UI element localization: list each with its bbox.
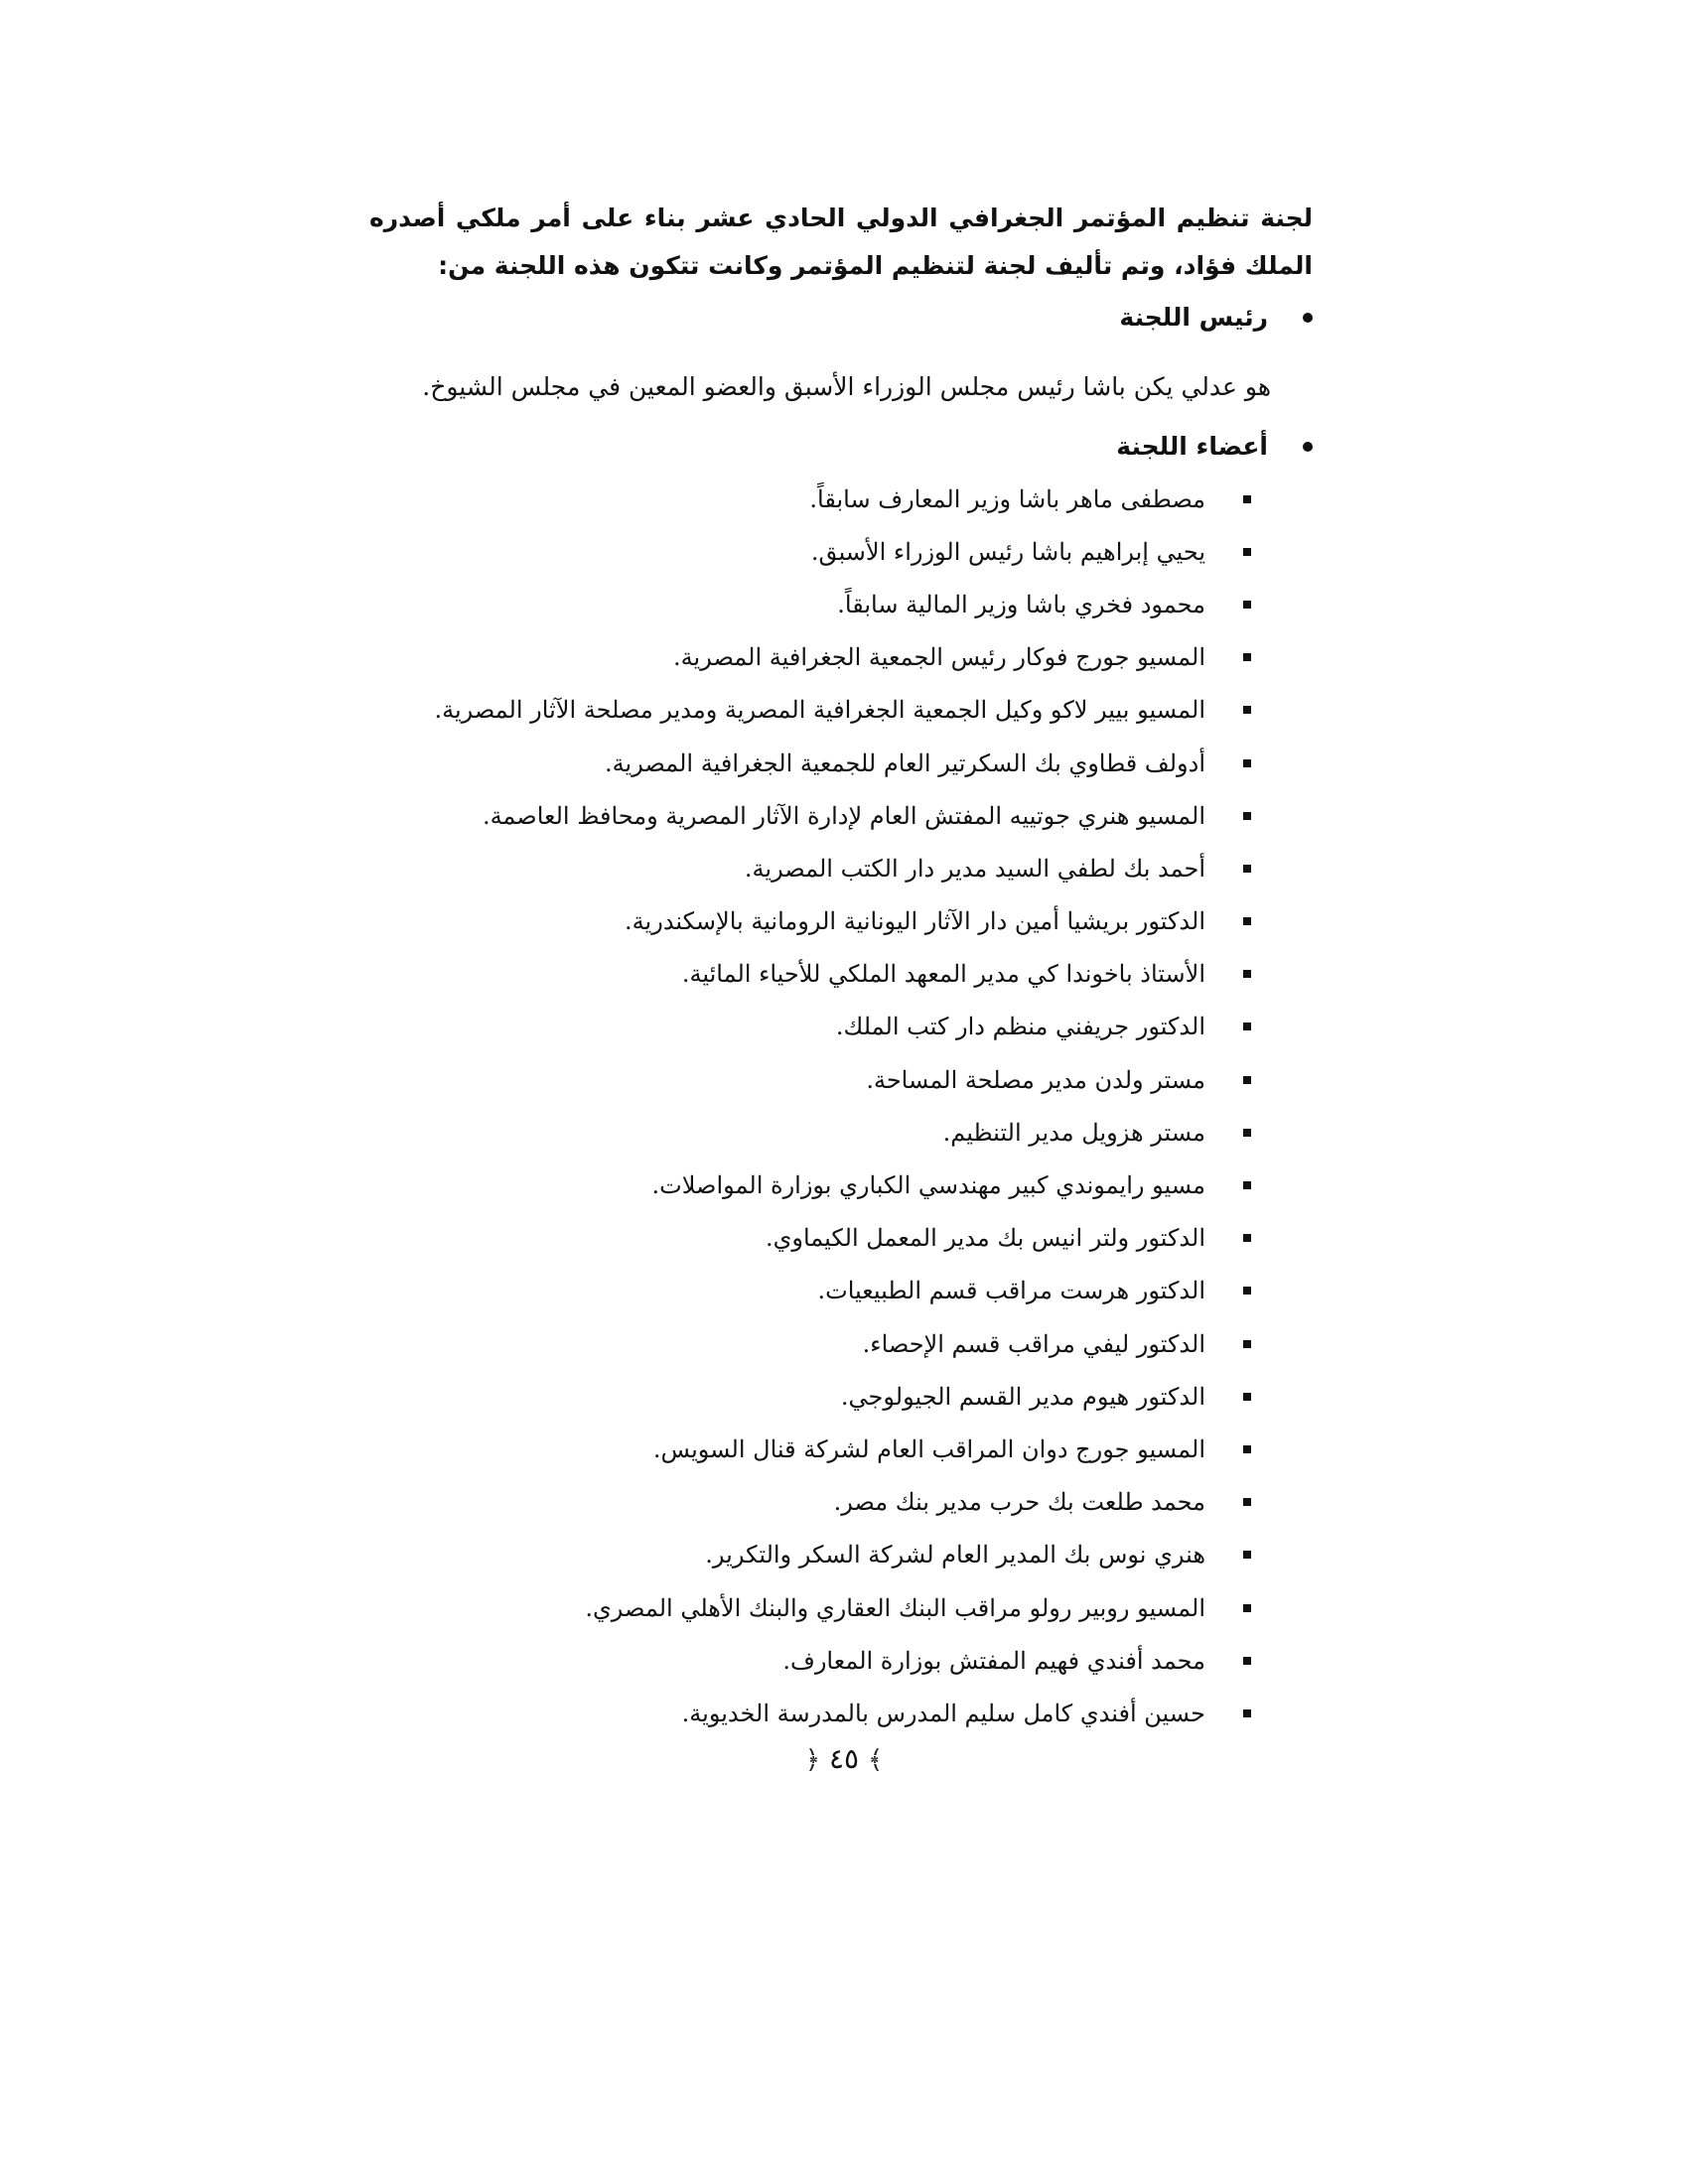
list-item <box>357 525 1251 578</box>
square-bullet-icon <box>1243 865 1251 873</box>
page-number-value: ٤٥ <box>828 1742 860 1775</box>
square-bullet-icon <box>1243 1604 1251 1612</box>
members-list <box>357 473 1251 1740</box>
list-item <box>357 948 1251 1001</box>
square-bullet-icon <box>1243 1445 1251 1453</box>
member-text: أدولف قطاوي بك السكرتير العام للجمعية الجغرافية المصرية. <box>605 749 1205 777</box>
list-item <box>357 1265 1251 1317</box>
member-text: الدكتور هيوم مدير القسم الجيولوجي. <box>840 1382 1205 1411</box>
president-heading <box>1119 298 1313 338</box>
list-item <box>357 1317 1251 1370</box>
square-bullet-icon <box>1243 1076 1251 1084</box>
square-bullet-icon <box>1243 1287 1251 1295</box>
list-item <box>357 1212 1251 1265</box>
list-item <box>357 1053 1251 1106</box>
square-bullet-icon <box>1243 1498 1251 1506</box>
member-text: أحمد بك لطفي السيد مدير دار الكتب المصرية. <box>744 854 1205 883</box>
list-item <box>357 737 1251 789</box>
members-heading-label: أعضاء اللجنة <box>1116 432 1268 461</box>
page-number <box>0 1742 1688 1775</box>
member-text: هنري نوس بك المدير العام لشركة السكر والتكرير. <box>705 1541 1205 1570</box>
ornament-bracket-icon: ﴾ <box>867 1745 884 1775</box>
square-bullet-icon <box>1243 1340 1251 1348</box>
member-text: الدكتور ليفي مراقب قسم الإحصاء. <box>862 1329 1205 1358</box>
member-text: الدكتور جريفني منظم دار كتب الملك. <box>835 1013 1205 1041</box>
list-item <box>357 1476 1251 1529</box>
list-item <box>357 1634 1251 1687</box>
square-bullet-icon <box>1243 759 1251 767</box>
member-text: المسيو روبير رولو مراقب البنك العقاري والبنك الأهلي المصري. <box>585 1593 1205 1622</box>
list-item <box>357 1001 1251 1053</box>
member-text: مستر ولدن مدير مصلحة المساحة. <box>866 1065 1205 1094</box>
ornament-bracket-icon: ﴿ <box>804 1745 821 1775</box>
member-text: مستر هزويل مدير التنظيم. <box>942 1118 1205 1147</box>
square-bullet-icon <box>1243 601 1251 609</box>
square-bullet-icon <box>1243 1709 1251 1717</box>
square-bullet-icon <box>1243 1393 1251 1401</box>
square-bullet-icon <box>1243 1129 1251 1137</box>
square-bullet-icon <box>1243 970 1251 978</box>
list-item <box>357 1529 1251 1581</box>
member-text: محمود فخري باشا وزير المالية سابقاً. <box>837 590 1205 618</box>
list-item <box>357 1687 1251 1739</box>
member-text: يحيي إبراهيم باشا رئيس الوزراء الأسبق. <box>810 537 1205 566</box>
member-text: المسيو جورج فوكار رئيس الجمعية الجغرافية المصرية. <box>673 643 1205 672</box>
square-bullet-icon <box>1243 653 1251 661</box>
intro-paragraph: لجنة تنظيم المؤتمر الجغرافي الدولي الحادي عشر بناء على أمر ملكي أصدره الملك فؤاد، وتم تأليف لجنة لتنظيم المؤتمر وكانت تتكون هذه اللجنة من: <box>369 204 1313 280</box>
list-item <box>357 684 1251 737</box>
president-description: هو عدلي يكن باشا رئيس مجلس الوزراء الأسبق والعضو المعين في مجلس الشيوخ. <box>422 372 1271 401</box>
member-text: حسين أفندي كامل سليم المدرس بالمدرسة الخديوية. <box>681 1699 1205 1727</box>
list-item <box>357 473 1251 525</box>
square-bullet-icon <box>1243 1181 1251 1189</box>
member-text: المسيو بيير لاكو وكيل الجمعية الجغرافية المصرية ومدير مصلحة الآثار المصرية. <box>434 696 1205 725</box>
member-text: محمد أفندي فهيم المفتش بوزارة المعارف. <box>782 1646 1205 1675</box>
member-text: مصطفى ماهر باشا وزير المعارف سابقاً. <box>809 484 1205 513</box>
list-item <box>357 631 1251 684</box>
member-text: الدكتور ولتر انيس بك مدير المعمل الكيماوي. <box>765 1224 1205 1253</box>
list-item <box>357 895 1251 948</box>
member-text: المسيو جورج دوان المراقب العام لشركة قنال السويس. <box>652 1434 1205 1463</box>
square-bullet-icon <box>1243 1657 1251 1665</box>
member-text: محمد طلعت بك حرب مدير بنك مصر. <box>833 1488 1205 1517</box>
list-item <box>357 1106 1251 1159</box>
member-text: الدكتور هرست مراقب قسم الطبيعيات. <box>817 1277 1205 1305</box>
list-item <box>357 1159 1251 1211</box>
members-heading <box>1116 427 1313 467</box>
list-item <box>357 1370 1251 1423</box>
member-text: المسيو هنري جوتييه المفتش العام لإدارة الآثار المصرية ومحافظ العاصمة. <box>482 801 1205 830</box>
square-bullet-icon <box>1243 812 1251 820</box>
president-heading-label: رئيس اللجنة <box>1119 303 1268 332</box>
square-bullet-icon <box>1243 548 1251 556</box>
square-bullet-icon <box>1243 706 1251 714</box>
round-bullet-icon <box>1303 442 1313 452</box>
square-bullet-icon <box>1243 917 1251 925</box>
list-item <box>357 578 1251 630</box>
list-item <box>357 789 1251 842</box>
square-bullet-icon <box>1243 1023 1251 1030</box>
list-item <box>357 1423 1251 1475</box>
member-text: الأستاذ باخوندا كي مدير المعهد الملكي للأحياء المائية. <box>681 960 1205 989</box>
member-text: مسيو رايموندي كبير مهندسي الكباري بوزارة المواصلات. <box>651 1171 1205 1200</box>
square-bullet-icon <box>1243 1234 1251 1242</box>
list-item <box>357 1581 1251 1634</box>
member-text: الدكتور بريشيا أمين دار الآثار اليونانية الرومانية بالإسكندرية. <box>625 907 1205 936</box>
round-bullet-icon <box>1303 313 1313 323</box>
list-item <box>357 842 1251 894</box>
square-bullet-icon <box>1243 1551 1251 1559</box>
square-bullet-icon <box>1243 495 1251 503</box>
